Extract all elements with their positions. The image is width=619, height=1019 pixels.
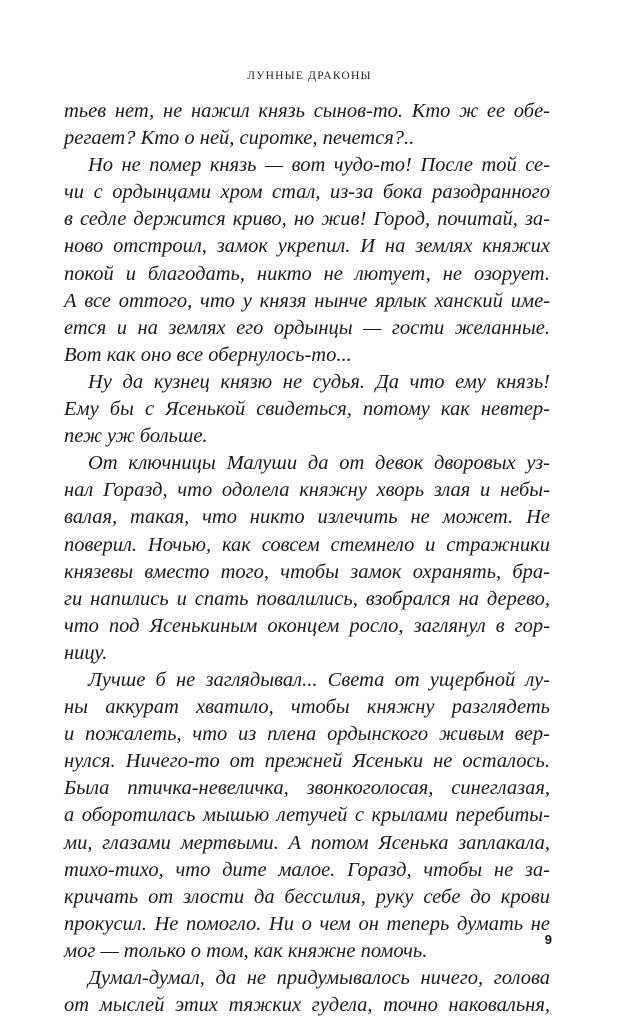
text-line: прокусил. Не помогло. Ни о чем он теперь думать не (64, 912, 550, 935)
text-line: А все оттого, что у князя нынче ярлык ханский име- (64, 289, 550, 312)
text-line: тихо-тихо, что дите малое. Горазд, чтобы не за- (64, 858, 550, 881)
text-line: и пожалеть, что из плена ордынского живым вер- (64, 723, 550, 746)
text-line: поверил. Ночью, как совсем стемнело и стражники (64, 533, 550, 556)
text-line: Ему бы с Ясенькой свидеться, потому как невтер- (64, 398, 550, 421)
text-line: Вот как оно все обернулось-то... (64, 343, 352, 366)
text-line: князевы вместо того, чтобы замок охранять, бра- (64, 560, 550, 583)
text-line: от мыслей этих тяжких гудела, точно наковальня, (64, 994, 550, 1017)
text-line: тьев нет, не нажил князь сынов-то. Кто ж ее обе- (64, 100, 550, 122)
text-line: кричать от злости да бессилия, руку себе до крови (64, 885, 550, 908)
text-line: а оборотилась мышью летучей с крылами перебиты- (64, 804, 550, 827)
text-line: валая, такая, что никто излечить не может. Не (64, 506, 550, 529)
text-line: ется и на землях его ордынцы — гости желанные. (64, 316, 550, 339)
text-line: От ключницы Малуши да от девок дворовых уз- (88, 452, 550, 475)
running-head: ЛУННЫЕ ДРАКОНЫ (247, 70, 372, 82)
text-line: что под Ясенькиным оконцем росло, заглянул в гор- (64, 614, 550, 637)
body-text (64, 98, 550, 1019)
text-line: Лучше б не заглядывал... Света от ущербной лу- (88, 668, 550, 691)
text-line: нулся. Ничего-то от прежней Ясеньки не осталось. (64, 750, 550, 773)
text-line: Но не помер князь — вот чудо-то! После той се- (88, 154, 550, 177)
page-number: 9 (544, 932, 552, 947)
text-line: ми, глазами мертвыми. А потом Ясенька заплакала, (64, 831, 550, 854)
text-line: ны аккурат хватило, чтобы княжну разглядеть (64, 696, 550, 719)
text-line: регает? Кто о ней, сиротке, печется?.. (64, 127, 415, 150)
text-line: нал Горазд, что одолела княжну хворь злая и небы- (64, 479, 550, 502)
text-line: ново отстроил, замок укрепил. И на землях княжих (64, 235, 550, 258)
text-line: ницу. (64, 641, 108, 664)
text-line: Думал-думал, да не придумывалось ничего, голова (88, 967, 550, 989)
text-line: Была птичка-невеличка, звонкоголосая, синеглазая, (64, 777, 550, 800)
text-line: пеж уж больше. (64, 425, 208, 448)
text-line: Ну да кузнец князю не судья. Да что ему князь! (88, 370, 550, 393)
text-line: покой и благодать, никто не лютует, не озорует. (64, 262, 550, 285)
text-line: в седле держится криво, но жив! Город, почитай, за- (64, 208, 550, 231)
text-line: мог — только о том, как княжне помочь. (64, 939, 428, 962)
text-line: чи с ордынцами хром стал, из-за бока разодранного (64, 181, 550, 204)
text-line: ги напились и спать повалились, взобрался на дерево, (64, 587, 550, 610)
